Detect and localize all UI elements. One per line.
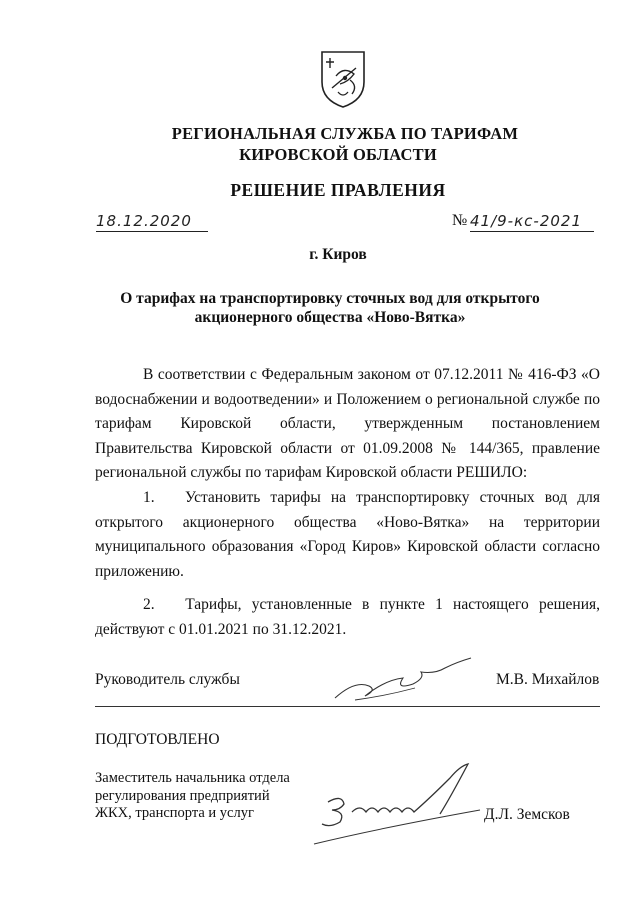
divider [95, 706, 600, 707]
deputy-signature [300, 758, 490, 848]
subject-line2: акционерного общества «Ново-Вятка» [194, 309, 466, 326]
head-name: М.В. Михайлов [496, 671, 600, 688]
document-date: 18.12.2020 [96, 212, 208, 232]
clause-1: 1. Установить тарифы на транспортировку сточных вод для открытого акционерного общества «Ново-Вятка» на территории муниципального образования «Город Киров» Кировской области согласно приложению. [95, 489, 600, 580]
clause-2: 2. Тарифы, установленные в пункте 1 настоящего решения, действуют с 01.01.2021 по 31.12.2021. [95, 596, 600, 638]
number-sign: № [452, 212, 468, 229]
head-title: Руководитель службы [95, 671, 240, 688]
document-subject [110, 289, 550, 327]
city: г. Киров [309, 246, 367, 263]
org-name-line1: РЕГИОНАЛЬНАЯ СЛУЖБА ПО ТАРИФАМ [171, 124, 519, 143]
head-signature [325, 650, 475, 710]
document-type-title: РЕШЕНИЕ ПРАВЛЕНИЯ [230, 180, 446, 200]
preamble-paragraph: В соответствии с Федеральным законом от 07.12.2011 № 416-ФЗ «О водоснабжении и водоотведении» и Положением о региональной службе по тарифам Кировской области, утвержденным постановлением Правительства Кировской области от 01.09.2008 № 144/365, правление региональной службы по тарифам Кировской области РЕШИЛО: [95, 366, 600, 481]
deputy-title-line: ЖКХ, транспорта и услуг [95, 805, 254, 821]
subject-line1: О тарифах на транспортировку сточных вод для открытого [120, 290, 540, 307]
deputy-title-line: Заместитель начальника отдела [95, 770, 290, 786]
org-name-line2: КИРОВСКОЙ ОБЛАСТИ [239, 145, 437, 164]
prepared-label: ПОДГОТОВЛЕНО [95, 731, 220, 748]
deputy-title-line: регулирования предприятий [95, 787, 270, 804]
deputy-name: Д.Л. Земсков [484, 806, 570, 823]
deputy-title [95, 770, 325, 823]
document-number: 41/9-кс-2021 [470, 212, 594, 232]
coat-of-arms-icon [318, 48, 368, 110]
